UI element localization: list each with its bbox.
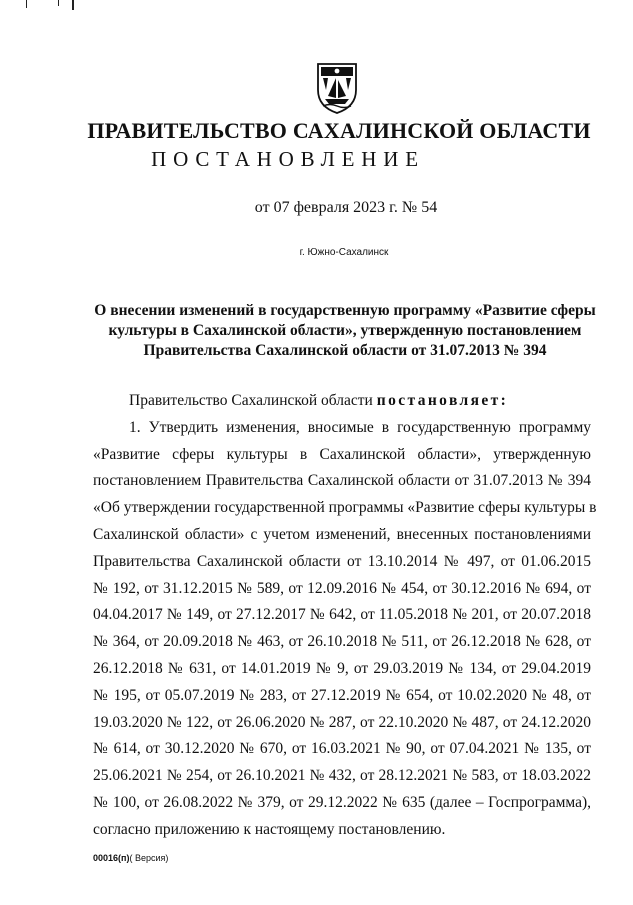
item1-line: согласно приложению к настоящему постановлению.: [93, 820, 446, 838]
scan-mark: [26, 0, 27, 8]
scan-mark: [58, 0, 59, 6]
item1-line: 19.03.2020 № 122, от 26.06.2020 № 287, от 22.10.2020 № 487, от 24.12.2020: [93, 713, 591, 731]
item1-line: постановлением Правительства Сахалинской области от 31.07.2013 № 394: [93, 472, 591, 490]
item1-line: № 614, от 30.12.2020 № 670, от 16.03.2021 № 90, от 07.04.2021 № 135, от: [93, 740, 591, 758]
item1-line: Сахалинской области» с учетом изменений, внесенных постановлениями: [93, 525, 591, 543]
subject-line: культуры в Сахалинской области», утвержденную постановлением: [108, 322, 582, 339]
document-city: г. Южно-Сахалинск: [299, 247, 389, 258]
item1-line: Правительства Сахалинской области от 13.10.2014 № 497, от 01.06.2015: [93, 552, 591, 570]
item1-line: № 195, от 05.07.2019 № 283, от 27.12.2019 № 654, от 10.02.2020 № 48, от: [93, 686, 591, 704]
organization-title: ПРАВИТЕЛЬСТВО САХАЛИНСКОЙ ОБЛАСТИ: [87, 118, 591, 143]
item1-line: 26.12.2018 № 631, от 14.01.2019 № 9, от 29.03.2019 № 134, от 29.04.2019: [93, 659, 591, 677]
footer-version: ( Версия): [129, 853, 169, 863]
document-subject: [0, 301, 633, 361]
item1-line: 1. Утвердить изменения, вносимые в государственную программу: [129, 418, 591, 436]
item1-line: «Об утверждении государственной программы «Развитие сферы культуры в: [93, 499, 597, 517]
subject-line: Правительства Сахалинской области от 31.07.2013 № 394: [143, 342, 547, 359]
document-type-title: ПОСТАНОВЛЕНИЕ: [151, 147, 425, 171]
document-body: [93, 388, 597, 844]
coat-of-arms-icon: [314, 60, 360, 114]
item1-line: 25.06.2021 № 254, от 26.10.2021 № 432, от 28.12.2021 № 583, от 18.03.2022: [93, 767, 591, 785]
document-date-number: от 07 февраля 2023 г. № 54: [254, 199, 438, 216]
preamble-paragraph: [93, 388, 591, 415]
preamble-decision-word: постановляет:: [376, 392, 509, 409]
item1-line: 04.04.2017 № 149, от 27.12.2017 № 642, от 11.05.2018 № 201, от 20.07.2018: [93, 606, 591, 624]
item1-line: «Развитие сферы культуры в Сахалинской области», утвержденную: [93, 445, 591, 463]
item1-line: № 192, от 31.12.2015 № 589, от 12.09.2016 № 454, от 30.12.2016 № 694, от: [93, 579, 591, 597]
item1-line: № 100, от 26.08.2022 № 379, от 29.12.2022 № 635 (далее – Госпрограмма),: [93, 793, 591, 811]
footer-code: 00016(п): [93, 853, 130, 863]
scan-mark: [72, 0, 74, 10]
preamble-text: Правительство Сахалинской области: [129, 392, 377, 409]
item1-line: № 364, от 20.09.2018 № 463, от 26.10.2018 № 511, от 26.12.2018 № 628, от: [93, 633, 591, 651]
subject-line: О внесении изменений в государственную программу «Развитие сферы: [94, 302, 596, 319]
footer-form-code: [93, 853, 168, 863]
